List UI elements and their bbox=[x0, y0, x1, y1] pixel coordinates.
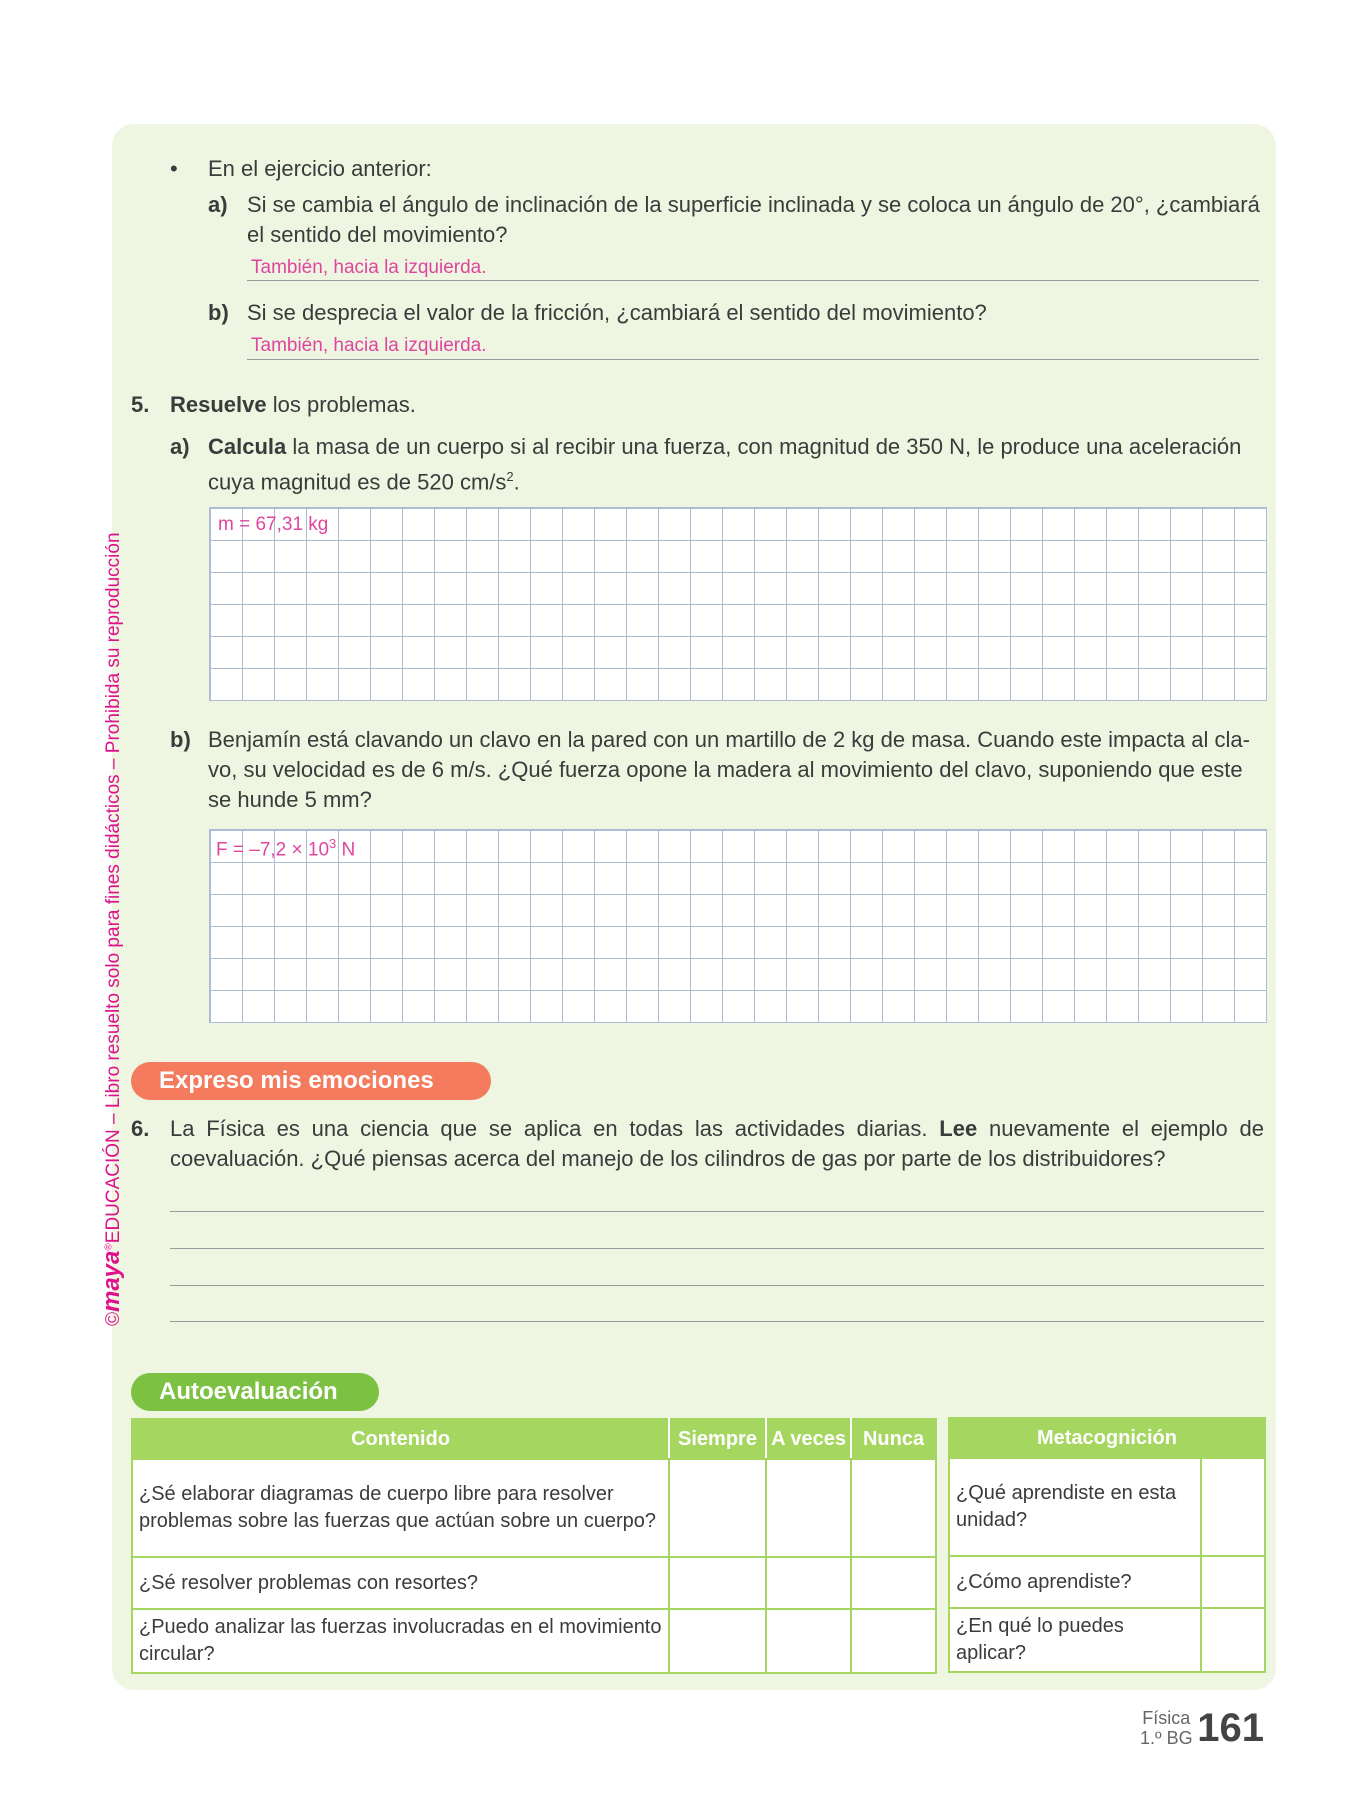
q5b-answer-unit: N bbox=[336, 839, 356, 861]
header-a-veces: A veces bbox=[766, 1419, 851, 1459]
table-row bbox=[949, 1556, 1265, 1608]
q5b-line1: Benjamín está clavando un clavo en la pared con un martillo de 2 kg de masa. Cuando este impacta al cla- bbox=[208, 727, 1250, 752]
a-veces-cell[interactable] bbox=[766, 1459, 851, 1557]
registered-mark: ® bbox=[103, 1243, 115, 1251]
q5a-line2 bbox=[208, 462, 520, 497]
meta-answer-cell[interactable] bbox=[1201, 1458, 1265, 1556]
row-content: ¿Sé resolver problemas con resortes? bbox=[132, 1557, 669, 1609]
nunca-cell[interactable] bbox=[851, 1557, 936, 1609]
prev-a-line1: Si se cambia el ángulo de inclinación de la superficie inclinada y se coloca un ángulo de 20°, ¿cambiará bbox=[247, 192, 1260, 217]
meta-question: ¿Qué aprendiste en esta unidad? bbox=[949, 1458, 1201, 1556]
q5b-answer-sup: 3 bbox=[329, 836, 337, 851]
table-row bbox=[949, 1608, 1265, 1672]
subject: Física bbox=[1142, 1708, 1191, 1728]
a-veces-cell[interactable] bbox=[766, 1557, 851, 1609]
prev-intro: En el ejercicio anterior: bbox=[208, 156, 432, 181]
meta-answer-cell[interactable] bbox=[1201, 1608, 1265, 1672]
bullet: • bbox=[170, 156, 178, 181]
metacognicion-table bbox=[948, 1417, 1266, 1673]
q6-line1-a: La Física es una ciencia que se aplica en todas las actividades diarias. bbox=[170, 1116, 940, 1141]
copyright-symbol: © bbox=[103, 1312, 124, 1326]
siempre-cell[interactable] bbox=[669, 1609, 766, 1673]
siempre-cell[interactable] bbox=[669, 1557, 766, 1609]
writing-line[interactable] bbox=[170, 1211, 1264, 1212]
header-siempre: Siempre bbox=[669, 1419, 766, 1459]
prev-b-answer: También, hacia la izquierda. bbox=[251, 335, 487, 356]
prev-b-label: b) bbox=[208, 300, 229, 325]
q5a-bold: Calcula bbox=[208, 434, 287, 459]
q6-number: 6. bbox=[131, 1116, 150, 1141]
q6-line2: coevaluación. ¿Qué piensas acerca del manejo de los cilindros de gas por parte de los distribuidores? bbox=[170, 1146, 1166, 1171]
meta-question: ¿En qué lo puedes aplicar? bbox=[949, 1608, 1201, 1672]
siempre-cell[interactable] bbox=[669, 1459, 766, 1557]
table-row bbox=[132, 1459, 936, 1557]
answer-line bbox=[247, 359, 1259, 360]
table-row bbox=[132, 1557, 936, 1609]
header-metacognicion: Metacognición bbox=[949, 1418, 1265, 1458]
q5a-label: a) bbox=[170, 434, 190, 459]
q5a-line1-text: la masa de un cuerpo si al recibir una fuerza, con magnitud de 350 N, le produce una aceleración bbox=[286, 434, 1242, 459]
q5-title bbox=[170, 390, 416, 420]
q5b-label: b) bbox=[170, 727, 191, 752]
q5-number: 5. bbox=[131, 392, 150, 417]
nunca-cell[interactable] bbox=[851, 1609, 936, 1673]
q5a-answer: m = 67,31 kg bbox=[218, 514, 329, 535]
prev-a-label: a) bbox=[208, 192, 228, 217]
prev-a-line2: el sentido del movimiento? bbox=[247, 222, 508, 247]
page-number: 161 bbox=[1197, 1706, 1264, 1750]
q5a-line2-text: cuya magnitud es de 520 cm/s bbox=[208, 469, 507, 495]
sidebar-text: EDUCACIÓN – Libro resuelto solo para fines didácticos – Prohibida su reproducción bbox=[103, 532, 124, 1244]
answer-grid-b[interactable] bbox=[209, 829, 1267, 1023]
writing-line[interactable] bbox=[170, 1248, 1264, 1249]
q5b-answer bbox=[216, 836, 355, 861]
brand-logo: maya bbox=[98, 1250, 125, 1312]
row-content: ¿Puedo analizar las fuerzas involucradas en el movimiento circular? bbox=[132, 1609, 669, 1673]
q6-bold: Lee bbox=[939, 1116, 978, 1141]
q5b-answer-text: F = –7,2 × 10 bbox=[216, 839, 330, 861]
meta-question: ¿Cómo aprendiste? bbox=[949, 1556, 1201, 1608]
writing-line[interactable] bbox=[170, 1285, 1264, 1286]
meta-answer-cell[interactable] bbox=[1201, 1556, 1265, 1608]
q5a-sup: 2 bbox=[506, 469, 514, 484]
q6-line1 bbox=[170, 1114, 1264, 1144]
table-row bbox=[949, 1458, 1265, 1556]
a-veces-cell[interactable] bbox=[766, 1609, 851, 1673]
prev-a-answer: También, hacia la izquierda. bbox=[251, 257, 487, 278]
writing-line[interactable] bbox=[170, 1321, 1264, 1322]
table-row bbox=[132, 1609, 936, 1673]
q5a-end: . bbox=[513, 469, 520, 495]
q5-title-rest: los problemas. bbox=[266, 392, 416, 417]
q5a-line1 bbox=[208, 432, 1241, 462]
answer-line bbox=[247, 280, 1259, 281]
header-contenido: Contenido bbox=[132, 1419, 669, 1459]
grade: 1.º BG bbox=[1140, 1728, 1193, 1748]
book-name bbox=[1140, 1708, 1193, 1748]
row-content: ¿Sé elaborar diagramas de cuerpo libre para resolver problemas sobre las fuerzas que actúan sobre un cuerpo? bbox=[132, 1459, 669, 1557]
answer-grid-a[interactable] bbox=[209, 507, 1267, 701]
autoevaluacion-table bbox=[131, 1418, 937, 1674]
q6-line1-b: nuevamente el ejemplo de bbox=[977, 1116, 1264, 1141]
q5b-line3: se hunde 5 mm? bbox=[208, 787, 372, 812]
q5-title-bold: Resuelve bbox=[170, 392, 267, 417]
autoevaluacion-header: Autoevaluación bbox=[131, 1373, 379, 1411]
emociones-header: Expreso mis emociones bbox=[131, 1062, 491, 1100]
copyright-sidebar bbox=[98, 532, 126, 1326]
prev-b-text: Si se desprecia el valor de la fricción, ¿cambiará el sentido del movimiento? bbox=[247, 300, 987, 325]
nunca-cell[interactable] bbox=[851, 1459, 936, 1557]
header-nunca: Nunca bbox=[851, 1419, 936, 1459]
q5b-line2: vo, su velocidad es de 6 m/s. ¿Qué fuerza opone la madera al movimiento del clavo, suponiendo que este bbox=[208, 757, 1243, 782]
